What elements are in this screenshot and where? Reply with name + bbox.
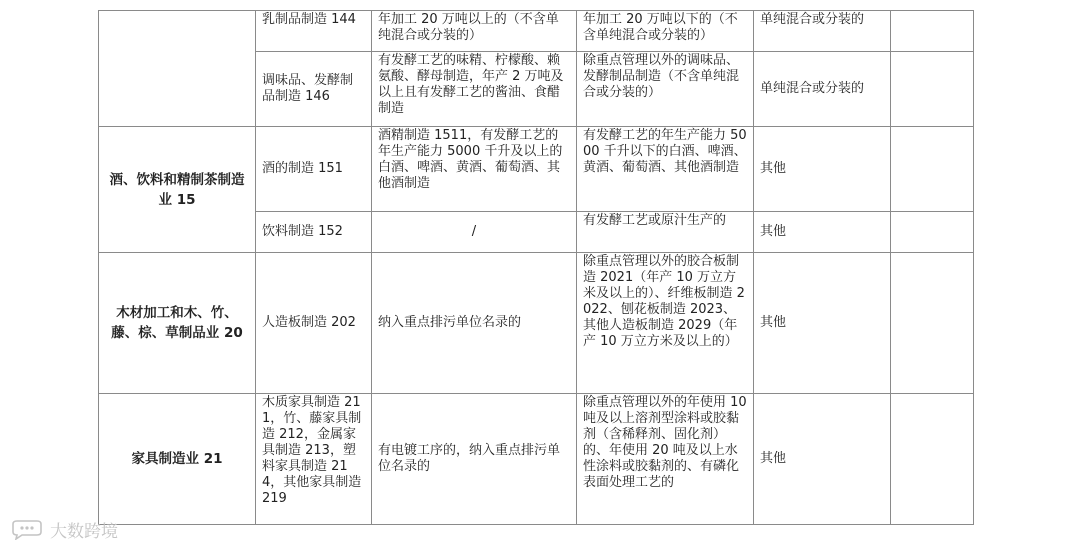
- key-management-cell: 有电镀工序的，纳入重点排污单位名录的: [372, 394, 577, 525]
- simplified-management-cell: 除重点管理以外的胶合板制造 2021（年产 10 万立方米及以上的）、纤维板制造 2022、刨花板制造 2023、其他人造板制造 2029（年产 10 万立方米及以上的）: [577, 253, 754, 394]
- simplified-management-cell: 有发酵工艺的年生产能力 5000 千升以下的白酒、啤酒、黄酒、葡萄酒、其他酒制造: [577, 127, 754, 212]
- category-cell: 饮料制造 152: [256, 212, 372, 253]
- registration-cell: 单纯混合或分装的: [754, 52, 891, 127]
- watermark: [10, 517, 118, 542]
- note-cell: [891, 11, 974, 52]
- category-cell: 乳制品制造 144: [256, 11, 372, 52]
- key-management-cell: 年加工 20 万吨以上的（不含单纯混合或分装的）: [372, 11, 577, 52]
- simplified-management-cell: 年加工 20 万吨以下的（不含单纯混合或分装的）: [577, 11, 754, 52]
- key-management-cell: 酒精制造 1511，有发酵工艺的年生产能力 5000 千升及以上的白酒、啤酒、黄酒、葡萄酒、其他酒制造: [372, 127, 577, 212]
- simplified-management-cell: 有发酵工艺或原汁生产的: [577, 212, 754, 253]
- registration-cell: 其他: [754, 394, 891, 525]
- note-cell: [891, 212, 974, 253]
- category-cell: 人造板制造 202: [256, 253, 372, 394]
- watermark-text: 大数跨境: [50, 522, 118, 542]
- table-row: [99, 253, 974, 394]
- industry-cell: 家具制造业 21: [99, 394, 256, 525]
- permit-classification-table: [98, 10, 974, 525]
- simplified-management-cell: 除重点管理以外的年使用 10 吨及以上溶剂型涂料或胶黏剂（含稀释剂、固化剂）的、年使用 20 吨及以上水性涂料或胶黏剂的、有磷化表面处理工艺的: [577, 394, 754, 525]
- industry-cell: 木材加工和木、竹、藤、棕、草制品业 20: [99, 253, 256, 394]
- note-cell: [891, 253, 974, 394]
- registration-cell: 单纯混合或分装的: [754, 11, 891, 52]
- category-cell: 调味品、发酵制品制造 146: [256, 52, 372, 127]
- table-row: [99, 127, 974, 212]
- table-row: [99, 394, 974, 525]
- category-cell: 木质家具制造 211，竹、藤家具制造 212，金属家具制造 213，塑料家具制造 214，其他家具制造 219: [256, 394, 372, 525]
- note-cell: [891, 127, 974, 212]
- category-cell: 酒的制造 151: [256, 127, 372, 212]
- table-row: [99, 11, 974, 52]
- industry-cell: 酒、饮料和精制茶制造业 15: [99, 127, 256, 253]
- registration-cell: 其他: [754, 253, 891, 394]
- industry-cell: [99, 11, 256, 127]
- simplified-management-cell: 除重点管理以外的调味品、发酵制品制造（不含单纯混合或分装的）: [577, 52, 754, 127]
- chat-bubble-icon: [10, 520, 44, 540]
- key-management-cell: 有发酵工艺的味精、柠檬酸、赖氨酸、酵母制造，年产 2 万吨及以上且有发酵工艺的酱油、食醋制造: [372, 52, 577, 127]
- note-cell: [891, 52, 974, 127]
- key-management-cell: 纳入重点排污单位名录的: [372, 253, 577, 394]
- note-cell: [891, 394, 974, 525]
- registration-cell: 其他: [754, 212, 891, 253]
- key-management-cell: /: [372, 212, 577, 253]
- registration-cell: 其他: [754, 127, 891, 212]
